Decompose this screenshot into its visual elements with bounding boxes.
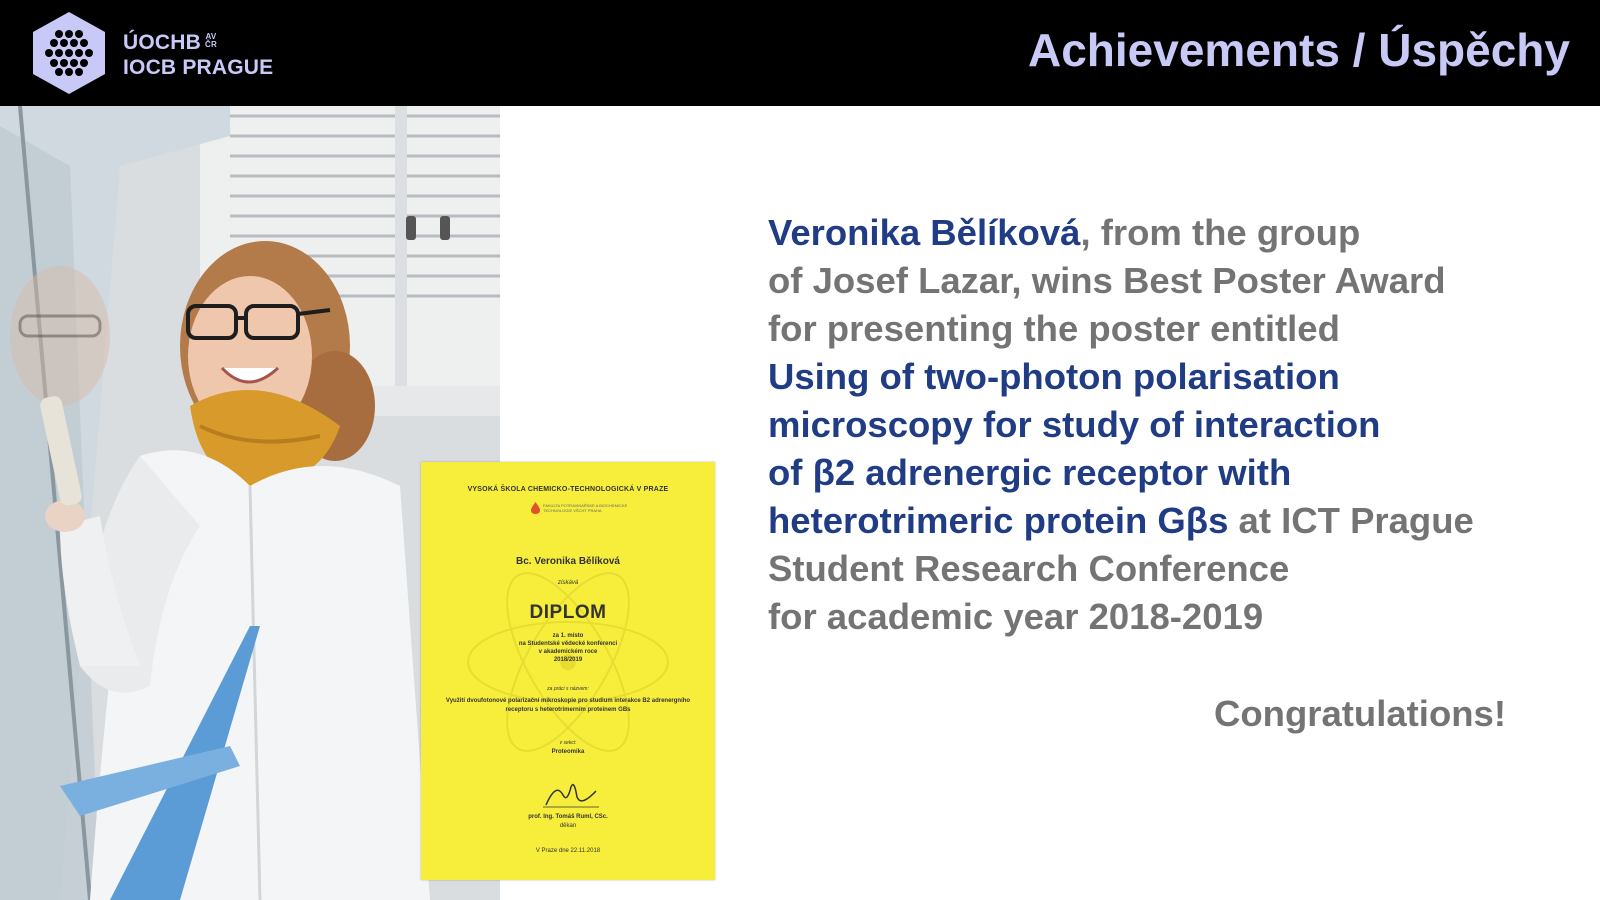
poster-title-line-2: microscopy for study of interaction bbox=[768, 404, 1381, 445]
diploma-recipient: Bc. Veronika Bělíková bbox=[516, 556, 620, 567]
diploma-certificate bbox=[421, 462, 715, 880]
poster-title-line-3: of β2 adrenergic receptor with bbox=[768, 452, 1292, 493]
logo-text bbox=[123, 30, 273, 80]
logo-av: AV bbox=[205, 32, 217, 41]
diploma-school: VYSOKÁ ŠKOLA CHEMICKO-TECHNOLOGICKÁ V PRAZE bbox=[467, 486, 669, 493]
announcement-line-3: for presenting the poster entitled bbox=[768, 308, 1340, 349]
logo-line-2: IOCB PRAGUE bbox=[123, 56, 274, 79]
diploma-work-title: Využití dvoufotonové polarizační mikroskopie pro studium interakce B2 adrenergního receptoru s heterotrimerním proteinem GBs bbox=[445, 698, 691, 713]
diploma-place bbox=[421, 632, 715, 664]
announcement-line-7: at ICT Prague bbox=[1228, 500, 1474, 541]
diploma-heading: DIPLOM bbox=[529, 602, 607, 623]
signature-icon bbox=[541, 777, 601, 811]
diploma-v-sekci: v sekci: bbox=[559, 740, 577, 746]
diploma-za-praci: za práci s názvem: bbox=[547, 686, 589, 692]
diploma-section: Proteomika bbox=[551, 749, 585, 755]
hexagon-dots-logo-icon bbox=[30, 10, 108, 96]
page-title: Achievements / Úspěchy bbox=[1027, 24, 1570, 76]
announcement-line-8: Student Research Conference bbox=[768, 548, 1290, 589]
header-bar bbox=[0, 0, 1600, 106]
diploma-place-4: 2018/2019 bbox=[553, 657, 583, 663]
diploma-signer-role: děkan bbox=[559, 823, 577, 829]
poster-title-line-4: heterotrimeric protein Gβs bbox=[768, 500, 1229, 541]
announcement-line-2: of Josef Lazar, wins Best Poster Award bbox=[768, 260, 1446, 301]
award-announcement bbox=[768, 209, 1568, 641]
diploma-ziskava: získává bbox=[557, 580, 579, 586]
winner-name: Veronika Bělíková bbox=[768, 212, 1081, 253]
diploma-place-3: v akademickém roce bbox=[538, 649, 598, 655]
logo-line-1: ÚOCHB bbox=[123, 31, 201, 54]
diploma-place-2: na Studentské vědecké konferenci bbox=[518, 641, 618, 647]
congratulations-text: Congratulations! bbox=[1214, 693, 1506, 734]
poster-title-line-1: Using of two-photon polarisation bbox=[768, 356, 1340, 397]
announcement-line-1: , from the group bbox=[1080, 212, 1361, 253]
logo-cr: ČR bbox=[205, 40, 217, 49]
diploma-date: V Praze dne 22.11.2018 bbox=[535, 848, 601, 854]
diploma-faculty: FAKULTA POTRAVINÁŘSKÉ A BIOCHEMICKÉ TECHNOLOGIE VŠCHT PRAHA bbox=[543, 503, 628, 513]
announcement-line-9: for academic year 2018-2019 bbox=[768, 596, 1264, 637]
diploma-place-1: za 1. místo bbox=[552, 633, 584, 639]
diploma-signer: prof. Ing. Tomáš Ruml, CSc. bbox=[528, 814, 608, 820]
faculty-drop-icon bbox=[531, 502, 540, 514]
